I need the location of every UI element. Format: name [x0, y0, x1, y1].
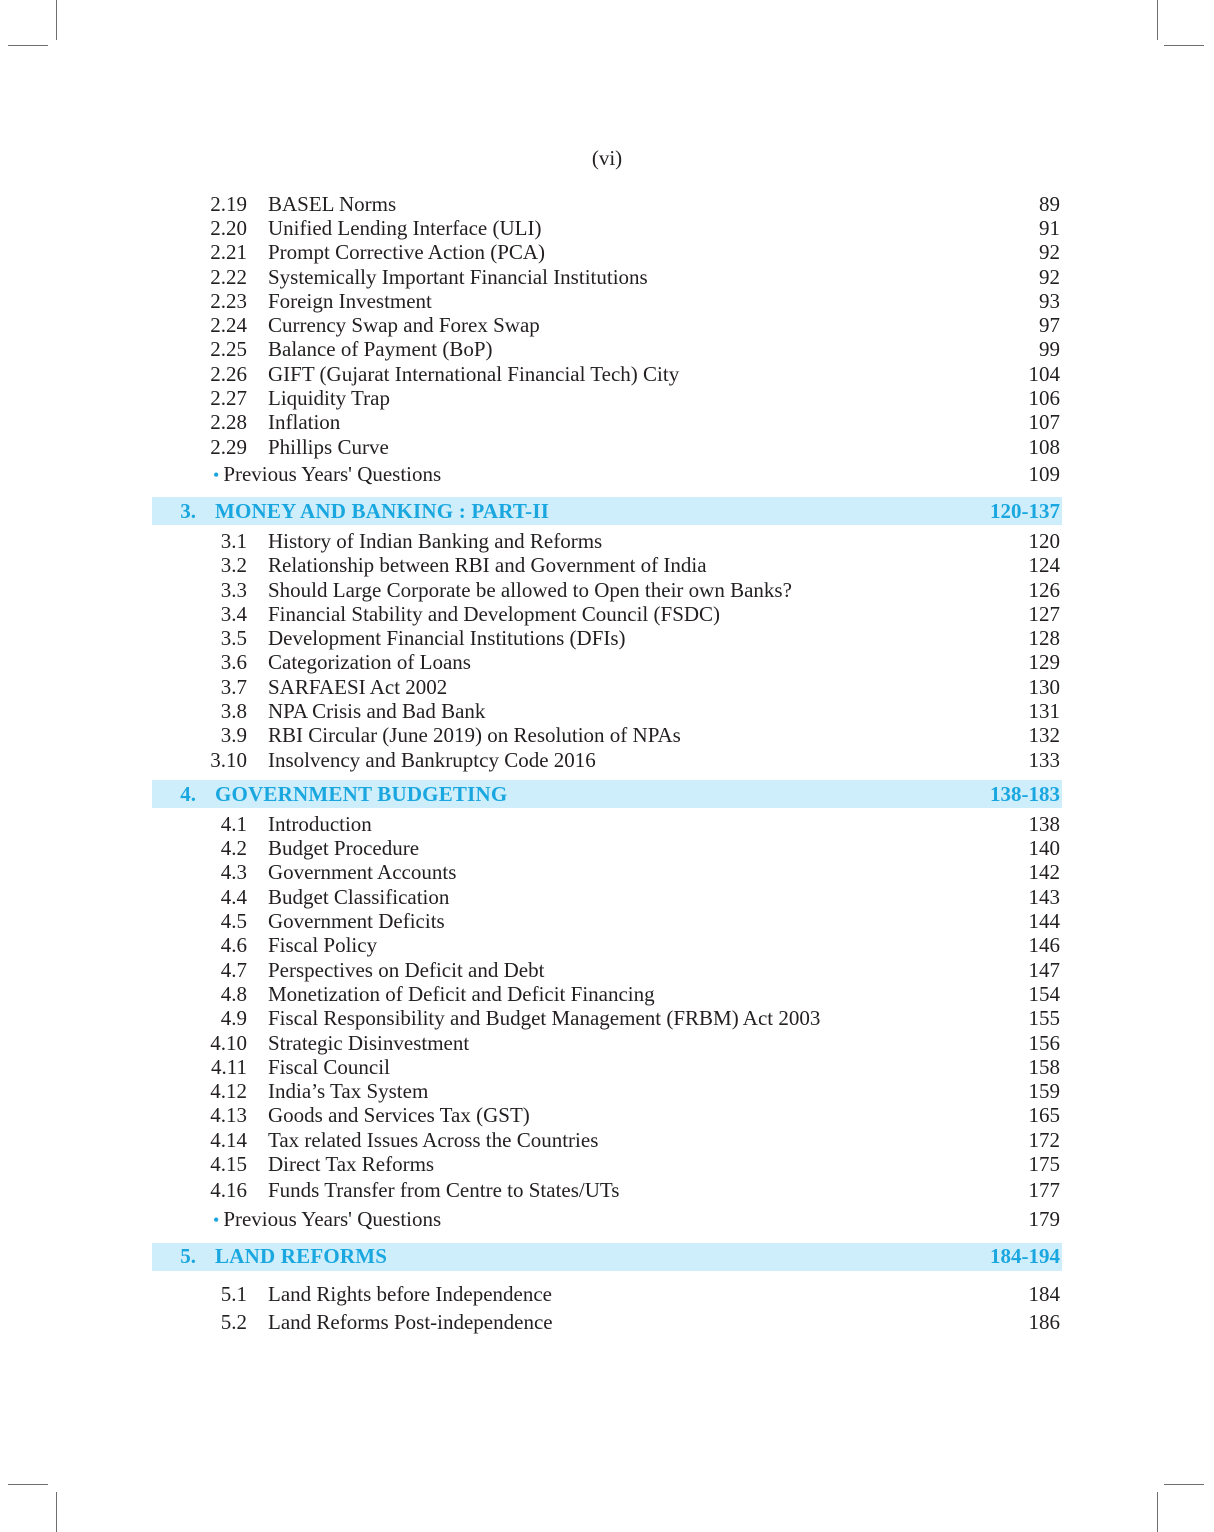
- entry-number: 2.24: [210, 313, 247, 338]
- entry-page: 120: [1028, 528, 1060, 553]
- chapter-number: 5.: [180, 1244, 196, 1269]
- entry-number: 3.7: [220, 674, 247, 699]
- entry-title: Phillips Curve: [268, 434, 389, 459]
- entry-page: 177: [1028, 1178, 1060, 1203]
- chapter-title: MONEY AND BANKING : PART-II: [215, 498, 550, 523]
- crop-mark: [1164, 45, 1204, 46]
- entry-page: 184: [1028, 1282, 1060, 1307]
- entry-number: 4.10: [210, 1030, 247, 1055]
- entry-title: Strategic Disinvestment: [268, 1030, 470, 1055]
- entry-title: Categorization of Loans: [268, 650, 471, 675]
- entry-page: 143: [1028, 884, 1060, 909]
- crop-mark: [56, 0, 57, 40]
- entry-page: 104: [1028, 361, 1060, 386]
- entry-number: 2.26: [210, 361, 247, 386]
- entry-page: 132: [1028, 723, 1060, 748]
- entry-number: 2.25: [210, 337, 247, 362]
- toc-entry[interactable]: [152, 675, 1062, 699]
- toc-entry[interactable]: [152, 909, 1062, 933]
- entry-title: Monetization of Deficit and Deficit Financing: [268, 981, 655, 1006]
- toc-entry[interactable]: [152, 602, 1062, 626]
- entry-title: Financial Stability and Development Council (FSDC): [268, 601, 721, 626]
- entry-number: 2.20: [210, 215, 247, 240]
- entry-page: 127: [1028, 601, 1060, 626]
- entry-page: 108: [1028, 434, 1060, 459]
- entry-page: 89: [1039, 191, 1060, 216]
- entry-title: GIFT (Gujarat International Financial Tech) City: [268, 361, 680, 386]
- toc-entry[interactable]: [152, 885, 1062, 909]
- toc-entry[interactable]: [152, 982, 1062, 1006]
- toc-entry[interactable]: [152, 1309, 1062, 1337]
- entry-number: 4.3: [220, 860, 247, 885]
- entry-title: Government Deficits: [268, 909, 445, 934]
- entry-title: Direct Tax Reforms: [268, 1152, 435, 1177]
- crop-mark: [56, 1492, 57, 1532]
- entry-page: 92: [1039, 240, 1060, 265]
- chapter-entries: [152, 529, 1062, 772]
- entry-page: 138: [1028, 811, 1060, 836]
- entry-title: Relationship between RBI and Government of India: [268, 553, 707, 578]
- entry-page: 186: [1028, 1310, 1060, 1335]
- toc-entry[interactable]: [152, 1080, 1062, 1104]
- entry-title: BASEL Norms: [268, 191, 397, 216]
- entry-number: 3.2: [220, 553, 247, 578]
- pyq-page: 179: [1028, 1207, 1060, 1232]
- entry-number: 2.29: [210, 434, 247, 459]
- entry-number: 3.1: [220, 528, 247, 553]
- bullet-icon: •: [213, 1210, 220, 1231]
- toc-entry[interactable]: [152, 651, 1062, 675]
- entry-number: 3.6: [220, 650, 247, 675]
- table-of-contents: [152, 192, 1062, 1337]
- entry-page: 93: [1039, 288, 1060, 313]
- toc-entry[interactable]: [152, 1007, 1062, 1031]
- toc-entry[interactable]: [152, 289, 1062, 313]
- chapter-entries: [152, 1281, 1062, 1337]
- entry-title: Development Financial Institutions (DFIs): [268, 626, 626, 651]
- chapter-page-range: 138-183: [990, 781, 1060, 806]
- entry-number: 5.2: [220, 1310, 247, 1335]
- toc-entry[interactable]: [152, 435, 1062, 459]
- previous-years-questions[interactable]: [152, 459, 1062, 489]
- previous-years-questions[interactable]: [152, 1205, 1062, 1235]
- entry-page: 146: [1028, 933, 1060, 958]
- entry-number: 2.22: [210, 264, 247, 289]
- entry-page: 154: [1028, 981, 1060, 1006]
- entry-page: 91: [1039, 215, 1060, 240]
- entry-number: 3.8: [220, 699, 247, 723]
- toc-entry[interactable]: [152, 313, 1062, 337]
- toc-entry[interactable]: [152, 338, 1062, 362]
- entry-title: Introduction: [268, 811, 372, 836]
- toc-entry[interactable]: [152, 241, 1062, 265]
- entry-title: Fiscal Policy: [268, 933, 378, 958]
- chapter-heading[interactable]: [152, 1243, 1062, 1271]
- entry-page: 155: [1028, 1006, 1060, 1031]
- entry-title: Tax related Issues Across the Countries: [268, 1127, 599, 1152]
- entry-number: 5.1: [220, 1282, 247, 1307]
- toc-entry[interactable]: [152, 529, 1062, 553]
- entry-page: 159: [1028, 1079, 1060, 1104]
- crop-mark: [1157, 0, 1158, 40]
- pyq-label: Previous Years' Questions: [223, 1207, 442, 1232]
- toc-entry[interactable]: [152, 958, 1062, 982]
- entry-title: Government Accounts: [268, 860, 457, 885]
- entry-title: Foreign Investment: [268, 288, 432, 313]
- entry-page: 142: [1028, 860, 1060, 885]
- toc-entry[interactable]: [152, 724, 1062, 748]
- entry-number: 3.4: [220, 601, 247, 626]
- entry-title: Unified Lending Interface (ULI): [268, 215, 542, 240]
- entry-page: 144: [1028, 909, 1060, 934]
- entry-title: India’s Tax System: [268, 1079, 429, 1104]
- toc-entry[interactable]: [152, 1104, 1062, 1128]
- entry-page: 128: [1028, 626, 1060, 651]
- crop-mark: [1164, 1484, 1204, 1485]
- pyq-page: 109: [1028, 461, 1060, 486]
- entry-number: 4.9: [220, 1006, 247, 1031]
- crop-mark: [8, 45, 48, 46]
- entry-page: 92: [1039, 264, 1060, 289]
- entry-page: 165: [1028, 1103, 1060, 1128]
- entry-title: SARFAESI Act 2002: [268, 674, 448, 699]
- toc-entry[interactable]: [152, 1031, 1062, 1055]
- entry-page: 140: [1028, 836, 1060, 861]
- chapter-title: GOVERNMENT BUDGETING: [215, 781, 508, 806]
- entry-title: Balance of Payment (BoP): [268, 337, 493, 362]
- entry-title: RBI Circular (June 2019) on Resolution of NPAs: [268, 723, 681, 748]
- toc-entry[interactable]: [152, 1152, 1062, 1176]
- entry-page: 131: [1028, 699, 1060, 723]
- entry-page: 175: [1028, 1152, 1060, 1177]
- chapter-title: LAND REFORMS: [215, 1244, 388, 1269]
- toc-entry[interactable]: [152, 812, 1062, 836]
- entry-number: 4.5: [220, 909, 247, 934]
- entry-title: Funds Transfer from Centre to States/UTs: [268, 1178, 620, 1203]
- chapter-entries: [152, 812, 1062, 1204]
- entry-number: 4.7: [220, 957, 247, 982]
- toc-entry[interactable]: [152, 1177, 1062, 1205]
- entry-page: 107: [1028, 410, 1060, 435]
- entry-title: History of Indian Banking and Reforms: [268, 528, 603, 553]
- entry-page: 99: [1039, 337, 1060, 362]
- crop-mark: [8, 1484, 48, 1485]
- entry-title: Should Large Corporate be allowed to Open their own Banks?: [268, 577, 792, 602]
- entry-number: 4.12: [210, 1079, 247, 1104]
- toc-entry[interactable]: [152, 411, 1062, 435]
- entry-number: 4.8: [220, 981, 247, 1006]
- toc-entry[interactable]: [152, 837, 1062, 861]
- chapter-page-range: 184-194: [990, 1244, 1060, 1269]
- entry-number: 4.1: [220, 811, 247, 836]
- chapter-number: 3.: [180, 498, 196, 523]
- toc-entry[interactable]: [152, 1281, 1062, 1309]
- toc-entry[interactable]: [152, 861, 1062, 885]
- entry-number: 2.23: [210, 288, 247, 313]
- chapter-heading[interactable]: [152, 780, 1062, 808]
- toc-entry[interactable]: [152, 699, 1062, 723]
- entry-title: Liquidity Trap: [268, 386, 390, 411]
- entry-number: 4.2: [220, 836, 247, 861]
- toc-entry[interactable]: [152, 934, 1062, 958]
- entry-page: 133: [1028, 747, 1060, 772]
- entry-page: 126: [1028, 577, 1060, 602]
- entry-title: Goods and Services Tax (GST): [268, 1103, 530, 1128]
- entry-number: 4.14: [210, 1127, 247, 1152]
- entry-page: 156: [1028, 1030, 1060, 1055]
- entry-title: Currency Swap and Forex Swap: [268, 313, 540, 338]
- entry-title: Inflation: [268, 410, 341, 435]
- toc-entry[interactable]: [152, 192, 1062, 216]
- entry-title: NPA Crisis and Bad Bank: [268, 699, 486, 723]
- entry-number: 2.21: [210, 240, 247, 265]
- entry-title: Land Rights before Independence: [268, 1282, 552, 1307]
- entry-page: 106: [1028, 386, 1060, 411]
- pyq-label: Previous Years' Questions: [223, 461, 442, 486]
- entry-page: 130: [1028, 674, 1060, 699]
- chapter-heading[interactable]: [152, 497, 1062, 525]
- entry-page: 172: [1028, 1127, 1060, 1152]
- entry-number: 4.16: [210, 1178, 247, 1203]
- entry-page: 147: [1028, 957, 1060, 982]
- entry-title: Fiscal Responsibility and Budget Management (FRBM) Act 2003: [268, 1006, 821, 1031]
- entry-number: 4.6: [220, 933, 247, 958]
- chapter-page-range: 120-137: [990, 498, 1060, 523]
- chapter-number: 4.: [180, 781, 196, 806]
- toc-entry[interactable]: [152, 626, 1062, 650]
- toc-entry[interactable]: [152, 1055, 1062, 1079]
- entry-title: Perspectives on Deficit and Debt: [268, 957, 545, 982]
- entry-number: 2.28: [210, 410, 247, 435]
- entry-page: 124: [1028, 553, 1060, 578]
- entry-number: 4.13: [210, 1103, 247, 1128]
- entry-title: Prompt Corrective Action (PCA): [268, 240, 546, 265]
- entry-number: 3.3: [220, 577, 247, 602]
- bullet-icon: •: [213, 464, 220, 485]
- toc-entry[interactable]: [152, 362, 1062, 386]
- toc-entry[interactable]: [152, 578, 1062, 602]
- entry-title: Fiscal Council: [268, 1054, 390, 1079]
- entry-number: 3.9: [220, 723, 247, 748]
- entry-title: Insolvency and Bankruptcy Code 2016: [268, 747, 596, 772]
- entry-page: 129: [1028, 650, 1060, 675]
- entry-title: Systemically Important Financial Institutions: [268, 264, 648, 289]
- entry-title: Land Reforms Post-independence: [268, 1310, 553, 1335]
- toc-entry[interactable]: [152, 554, 1062, 578]
- entry-number: 4.11: [211, 1054, 247, 1079]
- toc-entry[interactable]: [152, 748, 1062, 772]
- page-number: (vi): [591, 146, 623, 170]
- toc-entry[interactable]: [152, 265, 1062, 289]
- entry-number: 2.27: [210, 386, 247, 411]
- section-entries: [152, 192, 1062, 459]
- entry-number: 4.4: [220, 884, 247, 909]
- entry-number: 2.19: [210, 191, 247, 216]
- toc-entry[interactable]: [152, 216, 1062, 240]
- entry-title: Budget Classification: [268, 884, 450, 909]
- crop-mark: [1157, 1492, 1158, 1532]
- entry-page: 97: [1039, 313, 1060, 338]
- toc-entry[interactable]: [152, 1128, 1062, 1152]
- toc-entry[interactable]: [152, 386, 1062, 410]
- entry-number: 3.10: [210, 747, 247, 772]
- entry-page: 158: [1028, 1054, 1060, 1079]
- entry-number: 4.15: [210, 1152, 247, 1177]
- entry-number: 3.5: [220, 626, 247, 651]
- entry-title: Budget Procedure: [268, 836, 420, 861]
